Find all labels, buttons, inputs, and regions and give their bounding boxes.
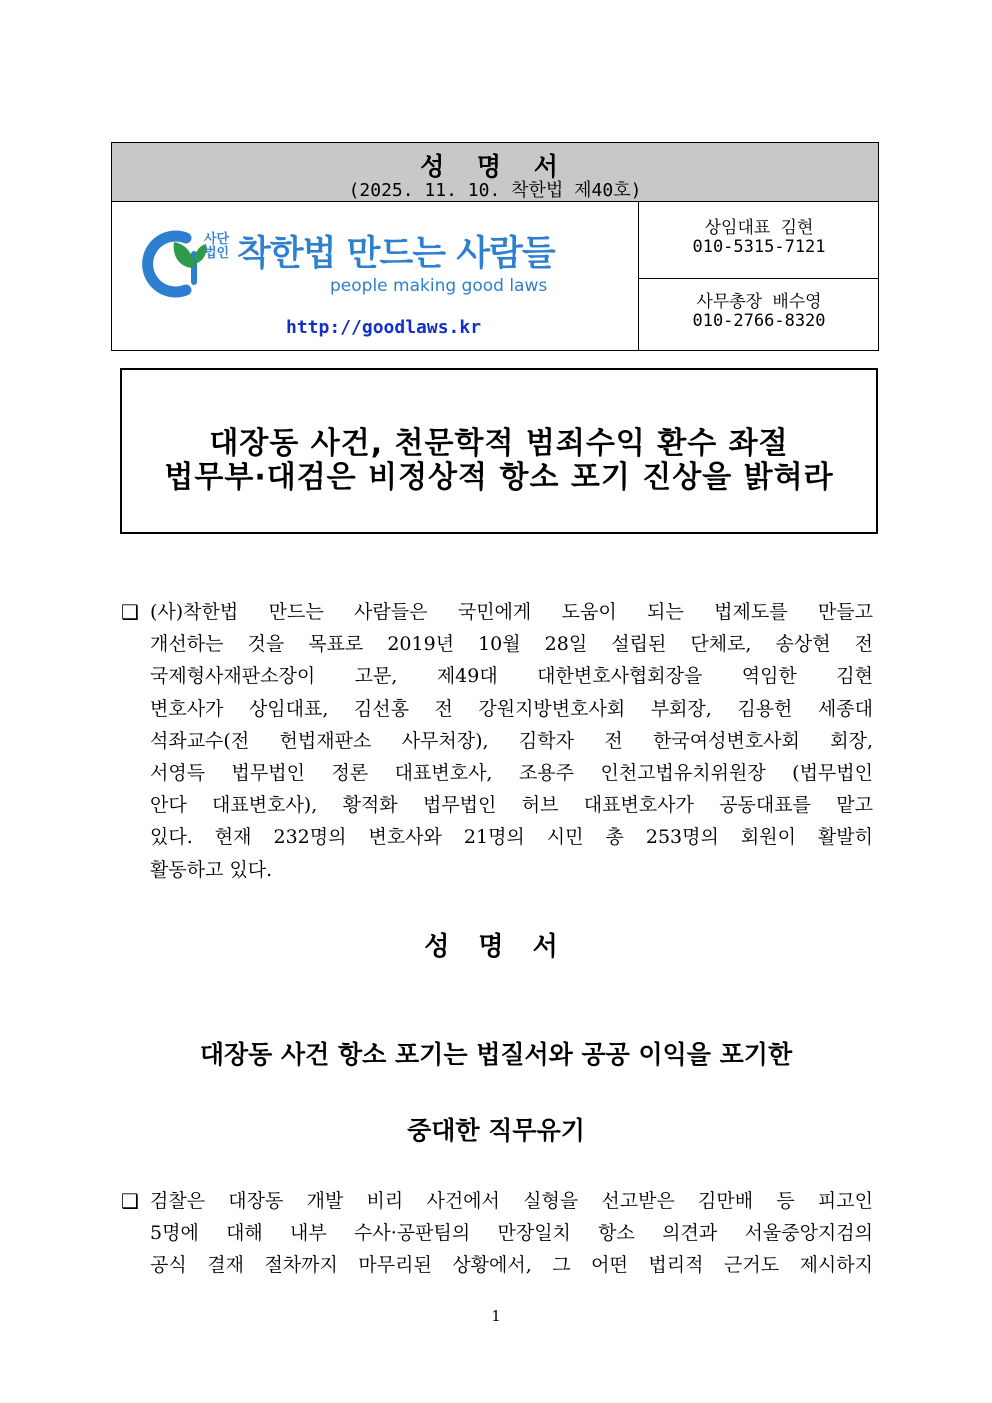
paragraph-line: [121, 1185, 873, 1217]
org-badge: [204, 233, 229, 261]
contact-phone: 010-2766-8320: [692, 311, 826, 331]
badge-line1: 사단: [204, 232, 230, 247]
document-type-title: 성 명 서: [420, 152, 570, 181]
paragraph-line-text: 공식 결재 절차까지 마무리된 상황에서, 그 어떤 법리적 근거도 제시하지: [150, 1254, 873, 1277]
paragraph-line-text: 국제형사재판소장이 고문, 제49대 대한변호사협회장을 역임한 김현: [150, 665, 873, 688]
checkbox-bullet-icon: ❑: [121, 1189, 139, 1213]
org-logo-cell: [112, 202, 638, 350]
statement-subtitle-line-2: 중대한 직무유기: [407, 1116, 585, 1145]
body-paragraph: [121, 1185, 873, 1282]
paragraph-line: [121, 660, 873, 692]
paragraph-line: [121, 628, 873, 660]
page-number: 1: [491, 1307, 501, 1325]
badge-line2: 법인: [204, 246, 230, 261]
paragraph-line: [121, 757, 873, 789]
header-table: [111, 142, 879, 351]
paragraph-line-text: 활동하고 있다.: [150, 858, 273, 881]
header-title-bar: [112, 143, 878, 202]
contact-phone: 010-5315-7121: [692, 237, 826, 257]
contact-representative: [639, 202, 879, 279]
statement-title: 성 명 서: [424, 932, 568, 962]
paragraph-line: [121, 1249, 873, 1281]
org-name: 착한법 만드는 사람들: [237, 234, 555, 274]
paragraph-line: [121, 596, 873, 628]
headline-line-1: 대장동 사건, 천문학적 범죄수익 환수 좌절: [209, 426, 789, 461]
paragraph-line: [121, 725, 873, 757]
intro-paragraph: [121, 596, 873, 886]
paragraph-line-text: 안다 대표변호사), 황적화 법무법인 허브 대표변호사가 공동대표를 맡고: [150, 794, 873, 817]
contact-title: 사무총장 배수영: [696, 292, 822, 312]
headline-box: [120, 368, 878, 534]
contact-column: [638, 202, 879, 350]
statement-subtitle-line-1: 대장동 사건 항소 포기는 법질서와 공공 이익을 포기한: [199, 1040, 793, 1069]
paragraph-line-text: 서영득 법무법인 정론 대표변호사, 조용주 인천고법유치위원장 (법무법인: [150, 761, 873, 784]
paragraph-line: [121, 854, 873, 886]
paragraph-line: [121, 693, 873, 725]
org-website-link[interactable]: http://goodlaws.kr: [286, 317, 482, 338]
paragraph-line: [121, 1217, 873, 1249]
contact-title: 상임대표 김현: [704, 218, 814, 238]
paragraph-line-text: 5명에 대해 내부 수사·공판팀의 만장일치 항소 의견과 서울중앙지검의: [150, 1222, 873, 1245]
paragraph-line: [121, 789, 873, 821]
org-english-name: people making good laws: [330, 276, 548, 296]
paragraph-line-text: 변호사가 상임대표, 김선홍 전 강원지방변호사회 부회장, 김용헌 세종대: [150, 697, 873, 720]
contact-secretary-general: [639, 279, 879, 350]
paragraph-line-text: 있다. 현재 232명의 변호사와 21명의 시민 총 253명의 회원이 활발히: [150, 826, 873, 849]
checkbox-bullet-icon: ❑: [121, 600, 139, 624]
paragraph-line-text: 개선하는 것을 목표로 2019년 10월 28일 설립된 단체로, 송상현 전: [150, 633, 873, 656]
paragraph-line: [121, 821, 873, 853]
paragraph-line-text: (사)착한법 만드는 사람들은 국민에게 도움이 되는 법제도를 만들고: [150, 601, 873, 623]
paragraph-line-text: 검찰은 대장동 개발 비리 사건에서 실형을 선고받은 김만배 등 피고인: [150, 1190, 873, 1212]
paragraph-line-text: 석좌교수(전 헌법재판소 사무처장), 김학자 전 한국여성변호사회 회장,: [150, 729, 873, 752]
org-logo-icon: [138, 224, 208, 304]
issue-number: (2025. 11. 10. 착한법 제40호): [348, 180, 642, 201]
headline-line-2: 법무부·대검은 비정상적 항소 포기 진상을 밝혀라: [164, 460, 834, 495]
